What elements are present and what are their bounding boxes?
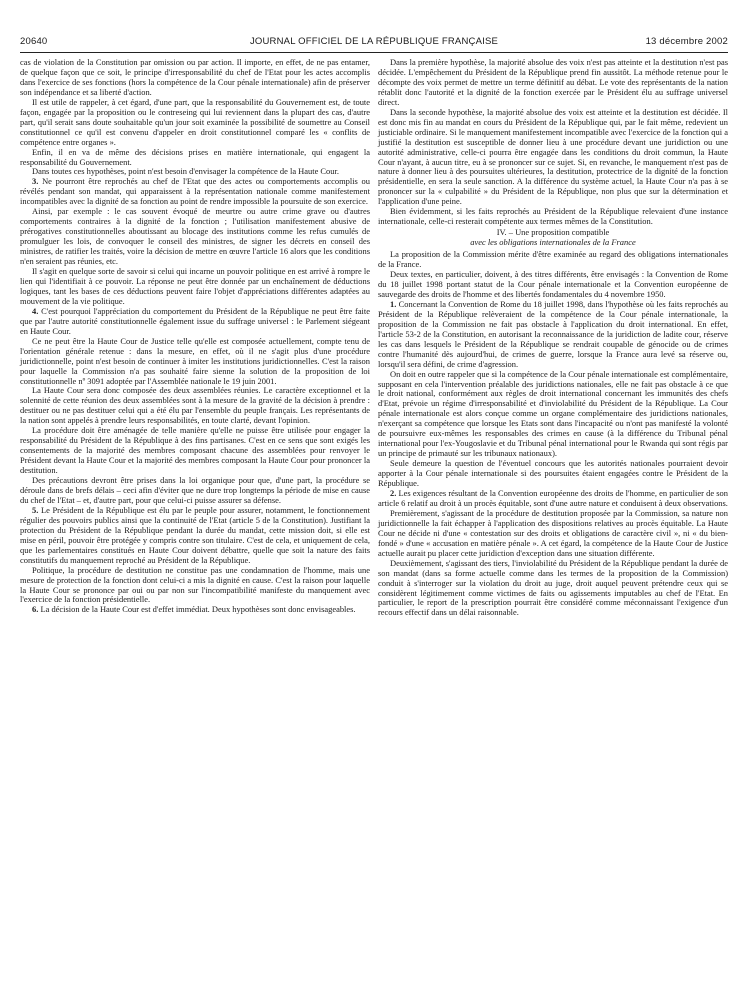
page-header xyxy=(20,36,728,50)
paragraph-text: Seule demeure la question de l'éventuel concours que les autorités nationales pourraient devoir apporter à la Cour pénale internationale si des poursuites étaient engagées contre le Président de la République. xyxy=(378,458,728,489)
paragraph-number: 4. xyxy=(32,305,39,316)
paragraph-text: La procédure doit être aménagée de telle manière qu'elle ne puisse être utilisée pour engager la responsabilité du Président de la République à des fins partisanes. C'est en ce sens que sont exigés les consentements de la majorité des membres composant chacune des assemblées pour renvoyer le Président devant la Haute Cour et la majorité des membres composant la Haute Cour pour prononcer la destitution. xyxy=(20,425,370,476)
paragraph xyxy=(20,98,370,148)
paragraph-number: 5. xyxy=(32,504,39,515)
paragraph xyxy=(378,250,728,270)
paragraph-text: Dans toutes ces hypothèses, point n'est besoin d'envisager la compétence de la Haute Cour. xyxy=(32,166,339,177)
paragraph xyxy=(378,300,728,370)
paragraph xyxy=(20,177,370,207)
left-column xyxy=(20,58,370,615)
paragraph xyxy=(378,459,728,489)
right-column xyxy=(378,58,728,618)
paragraph xyxy=(20,386,370,426)
section-heading: IV. – Une proposition compatible xyxy=(496,227,610,238)
paragraph xyxy=(20,506,370,566)
paragraph-text: Enfin, il en va de même des décisions prises en matière internationale, qui engagent la responsabilité du Gouvernement. xyxy=(20,146,370,167)
paragraph-number: 1. xyxy=(390,298,397,309)
paragraph xyxy=(378,108,728,208)
paragraph xyxy=(378,489,728,509)
paragraph-text: Ainsi, par exemple : le cas souvent évoqué de meurtre ou autre crime grave ou d'autres comportements contraires à la dignité de la fonction ; l'utilisation manifestement abusive de prérogatives constitutionnelles aboutissant au blocage des institutions comme les refus cumulés de promulguer les lois, de convoquer le conseil des ministres, de signer les décrets en conseil des ministres, de ratifier les traités, voire la décision de mettre en œuvre l'article 16 alors que les conditions n'en seraient pas réunies, etc. xyxy=(20,206,370,267)
paragraph xyxy=(20,566,370,606)
journal-title: JOURNAL OFFICIEL DE LA RÉPUBLIQUE FRANÇAISE xyxy=(249,36,499,47)
paragraph-text: Le Président de la République est élu par le peuple pour assurer, notamment, le fonctionnement régulier des pouvoirs publics ainsi que la continuité de l'Etat (article 5 de la Constitution). Justifiant la protection du Président de la République pendant la durée du mandat, cette mission doit, si elle est mise en péril, pouvoir être protégée y compris contre son titulaire. C'est de cela, et uniquement de cela, que les parlementaires constitués en Haute Cour doivent débattre, quelle que soit la nature des faits constitutifs du manquement reproché au Président de la République. xyxy=(20,504,370,565)
page-number: 20640 xyxy=(20,36,48,47)
paragraph xyxy=(20,337,370,387)
paragraph-number: 2. xyxy=(390,487,397,498)
paragraph-text: Deux textes, en particulier, doivent, à des titres différents, être envisagés : la Convention de Rome du 18 juillet 1998 portant statut de la Cour pénale internationale et la Convention européenne de sauvegarde des droits de l'homme et des libertés fondamentales du 4 novembre 1950. xyxy=(378,269,728,299)
paragraph xyxy=(20,426,370,476)
paragraph xyxy=(20,58,370,98)
publication-date: 13 décembre 2002 xyxy=(645,36,728,47)
paragraph-text: Il s'agit en quelque sorte de savoir si celui qui incarne un pouvoir politique en est arrivé à rompre le lien qui l'identifiait à ce pouvoir. La réponse ne peut être donnée par un enchaînement de déductions logiques, tant les bases de ces déductions peuvent faire l'objet d'appréciations différentes adaptées au mouvement de la vie politique. xyxy=(20,266,370,306)
section-heading-block xyxy=(378,228,728,248)
paragraph xyxy=(20,148,370,168)
paragraph xyxy=(20,267,370,307)
paragraph-text: C'est pourquoi l'appréciation du comportement du Président de la République ne peut être faite que par l'autre autorité constitutionnelle également issue du suffrage universel : le Parlement siégeant en Haute Cour. xyxy=(20,305,370,336)
paragraph xyxy=(20,476,370,506)
paragraph-text: Dans la première hypothèse, la majorité absolue des voix n'est pas atteinte et la destitution n'est pas décidée. L'empêchement du Président de la République prend fin aussitôt. La méthode retenue pour le décompte des voix permet de mettre un terme définitif au débat. Le vote des représentants de la nation rétablit donc l'autorité et la dignité de la fonction exercée par le Président élu au suffrage universel direct. xyxy=(378,57,728,107)
right-column-part-b xyxy=(378,250,728,618)
section-subheading: avec les obligations internationales de la France xyxy=(470,237,636,248)
paragraph-text: Deuxièmement, s'agissant des tiers, l'inviolabilité du Président de la République pendant la durée de son mandat (dans sa forme actuelle comme dans les termes de la proposition de la Commission) conduit à s'interroger sur la violation du droit au juge, droit auquel peuvent prétendre ceux qui se considèrent légitimement comme victimes de faits ou agissements imputables au chef de l'Etat. En particulier, le report de la prescription pourrait être considéré comme méconnaissant l'exigence d'un recours effectif dans un délai raisonnable. xyxy=(378,557,728,618)
paragraph-text: Premièrement, s'agissant de la procédure de destitution proposée par la Commission, sa nature non juridictionnelle la fait échapper à l'application des dispositions relatives au procès équitable. La Haute Cour ne décide ni d'une « contestation sur des droits et obligations de caractère civil », ni « du bien-fondé » d'une « accusation en matière pénale ». A cet égard, la compétence de la Haute Cour de Justice actuelle aurait pu placer cette juridiction d'exception dans une situation différente. xyxy=(378,507,728,558)
paragraph-text: Politique, la procédure de destitution ne constitue pas une condamnation de l'homme, mais une mesure de protection de la fonction dont celui-ci a mis la dignité en cause. C'est la raison pour laquelle la Haute Cour se prononce par oui ou par non sur l'incompatibilité manifeste du manquement avec l'exercice de la fonction présidentielle. xyxy=(20,564,370,605)
paragraph xyxy=(378,58,728,108)
paragraph-text: cas de violation de la Constitution par omission ou par action. Il importe, en effet, de ne pas entamer, de quelque façon que ce soit, le principe d'irresponsabilité du chef de l'Etat pour les actes accomplis dans l'exercice de ses fonctions (hors la compétence de la Cour pénale internationale) afin de préserver son indépendance et sa liberté d'action. xyxy=(20,57,370,97)
paragraph-text: La décision de la Haute Cour est d'effet immédiat. Deux hypothèses sont donc envisageables. xyxy=(38,604,356,615)
paragraph xyxy=(20,207,370,267)
paragraph xyxy=(378,207,728,227)
header-rule xyxy=(20,52,728,53)
paragraph-text: La proposition de la Commission mérite d'être examinée au regard des obligations internationales de la France. xyxy=(378,249,728,270)
paragraph xyxy=(378,559,728,619)
paragraph xyxy=(378,509,728,559)
paragraph-number: 3. xyxy=(32,176,39,187)
paragraph-text: Ce ne peut être la Haute Cour de Justice telle qu'elle est composée actuellement, compte tenu de l'orientation générale retenue : dans la mesure, en effet, où il ne s'agit plus d'une procédure juridictionnelle, point n'est besoin de continuer à imiter les institutions juridictionnelles. C'est la raison pour laquelle la Commission n'a pas souhaité faire sienne la solution de la proposition de loi constitutionnelle nº 3091 adoptée par l'Assemblée nationale le 19 juin 2001. xyxy=(20,335,370,386)
paragraph xyxy=(378,370,728,460)
paragraph-number: 6. xyxy=(32,604,39,615)
paragraph-text: Ne pourront être reprochés au chef de l'Etat que des actes ou comportements accomplis ou révélés pendant son mandat, qui apparaissent à la représentation nationale comme manifestement incompatibles avec la dignité de sa fonction au point de rendre impossible la poursuite de son exercice. xyxy=(20,176,370,207)
paragraph-text: La Haute Cour sera donc composée des deux assemblées réunies. Le caractère exceptionnel et la solennité de cette réunion des deux assemblées sont à la mesure de la gravité de la décision à prendre : destituer ou ne pas destituer celui qui a été élu par l'ensemble du peuple français. Les représentants de la nation sont appelés à prendre leurs responsabilités, en toute clarté, devant l'opinion. xyxy=(20,385,370,426)
paragraph-text: Les exigences résultant de la Convention européenne des droits de l'homme, en particulier de son article 6 relatif au droit à un procès équitable, sont d'une autre nature et conduisent à deux observations. xyxy=(378,487,728,508)
paragraph xyxy=(20,605,370,615)
paragraph xyxy=(378,270,728,300)
paragraph xyxy=(20,307,370,337)
paragraph-text: Dans la seconde hypothèse, la majorité absolue des voix est atteinte et la destitution est décidée. Il est donc mis fin au mandat en cours du Président de la République qui, par le fait même, redevient un justiciable ordinaire. Si le manquement manifestement incompatible avec l'exercice de la fonction qui a justifié la destitution est susceptible de donner lieu à une procédure devant une juridiction ou une autorité administrative, celle-ci pourra être engagée dans les conditions du droit commun, la Haute Cour n'ayant, à aucun titre, eu à se prononcer sur ce sujet. Si, en revanche, le manquement n'est pas de nature à donner lieu à des poursuites ultérieures, la destitution, protectrice de la dignité de la fonction présidentielle, en sera la seule sanction. A la différence du système actuel, la Haute Cour n'a pas à se prononcer sur la « culpabilité » du Président de la République, non plus que sur la détermination et l'application d'une peine. xyxy=(378,106,728,207)
paragraph-text: Des précautions devront être prises dans la loi organique pour que, d'une part, la procédure se déroule dans de brefs délais – ceci afin d'éviter que ne dure trop longtemps la période de mise en cause du chef de l'Etat – et, d'autre part, pour que celui-ci puisse assurer sa défense. xyxy=(20,475,370,505)
paragraph-text: On doit en outre rappeler que si la compétence de la Cour pénale internationale est complémentaire, supposant en cela l'intervention préalable des juridictions nationales, elle ne fait pas obstacle à ce que le droit national, conformément aux règles de droit international concernant les immunités des chefs d'Etat, prévoie un régime d'irresponsabilité et d'inviolabilité du Président de la République. La Cour pénale internationale est alors conçue comme un organe complémentaire des juridictions nationales, n'exerçant sa compétence que lorsque les Etats sont dans l'incapacité ou n'ont pas manifesté la volonté de poursuivre eux-mêmes les responsables des crimes en cause (à la différence du Tribunal pénal international pour l'ex-Yougoslavie et du Tribunal pénal international pour le Rwanda qui sont régis par un principe de primauté sur les tribunaux nationaux). xyxy=(378,368,728,459)
paragraph-text: Concernant la Convention de Rome du 18 juillet 1998, dans l'hypothèse où les faits reprochés au Président de la République relèveraient de la compétence de la Cour pénale internationale, la proposition de la Commission ne fait pas obstacle à l'application du droit international. En effet, l'article 53-2 de la Constitution, en autorisant la reconnaissance de la juridiction de ladite cour, réserve les cas dans lesquels le Président de la République se rendrait coupable de génocide ou de crimes contre l'humanité dès aujourd'hui, de crimes de guerre, lorsque la France aura levé sa réserve ou, lorsqu'il sera défini, de crime d'agression. xyxy=(378,298,728,369)
right-column-part-a xyxy=(378,58,728,227)
paragraph-text: Il est utile de rappeler, à cet égard, d'une part, que la responsabilité du Gouvernement est, de toute façon, engagée par la proposition ou le contreseing qui lui reviennent dans la plupart des cas, d'autre part, qu'il serait sans doute souhaitable qu'un jour soit examinée la possibilité de soumettre au Conseil constitutionnel ce qu'il est convenu d'appeler en droit constitutionnel comparé les « conflits de compétence entre organes ». xyxy=(20,96,370,147)
paragraph-text: Bien évidemment, si les faits reprochés au Président de la République relevaient d'une instance internationale, celle-ci resterait compétente aux termes mêmes de la Constitution. xyxy=(378,206,728,227)
